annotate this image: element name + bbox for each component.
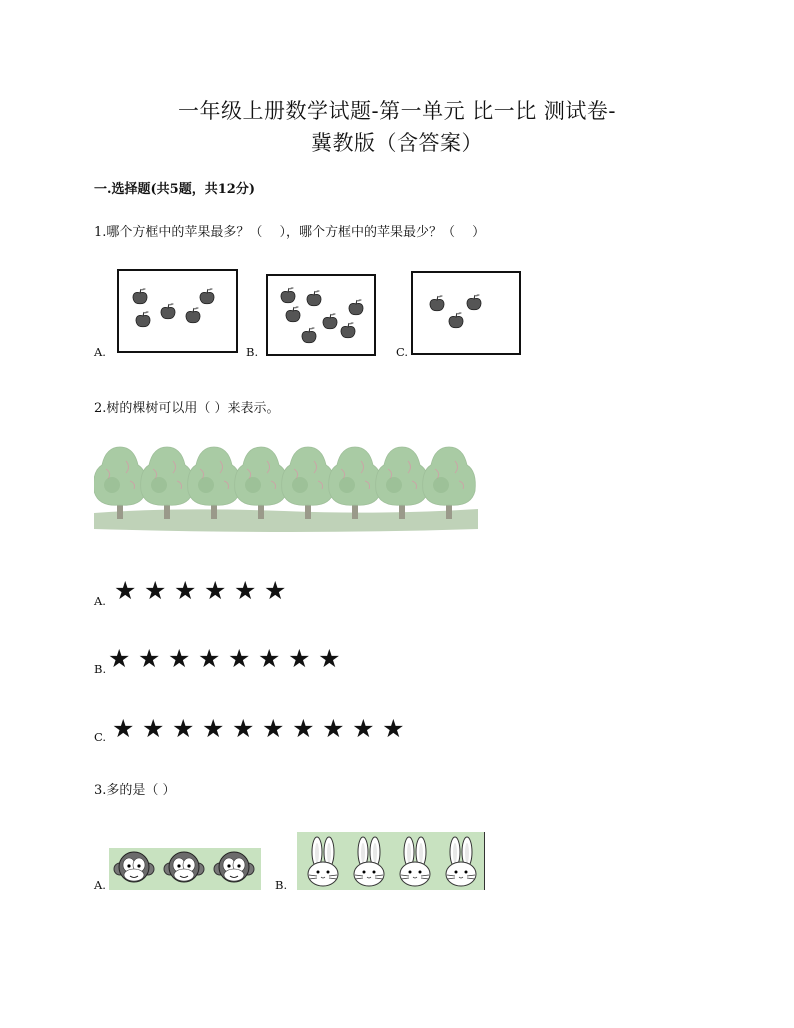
question-2-text: 2.树的棵树可以用（ ）来表示。 [94,401,280,416]
rabbits-picture [297,832,486,890]
apple-box-b [266,274,376,356]
tree [423,447,476,519]
q2-option-b-label: B. [94,662,107,676]
tree [376,447,429,519]
question-1-text: 1.哪个方框中的苹果最多？（ ），哪个方框中的苹果最少？（ ） [94,225,486,240]
tree [94,447,146,519]
monkeys-picture [109,848,261,890]
q2-option-c-stars: ★★★★★★★★★★ [112,714,413,743]
section-heading: 一.选择题(共5题，共12分) [94,182,255,197]
tree [235,447,288,519]
tree [282,447,335,519]
apple-box-a [117,269,238,353]
question-3-text: 3.多的是（ ） [94,783,176,798]
q3-option-a-label: A. [94,878,106,892]
page-subtitle: 冀教版（含答案） [311,131,483,155]
q1-option-a-label: A. [94,345,106,359]
q1-option-b-label: B. [246,345,259,359]
q2-option-a-stars: ★★★★★★ [114,576,295,605]
q2-option-a-label: A. [94,594,106,608]
apple-box-c [411,271,521,355]
q3-option-b-label: B. [275,878,288,892]
trees-picture [94,441,478,533]
q1-option-c-label: C. [396,345,409,359]
tree [188,447,241,519]
tree [329,447,382,519]
tree [141,447,194,519]
q2-option-c-label: C. [94,730,107,744]
page-title: 一年级上册数学试题-第一单元 比一比 测试卷- [177,99,617,123]
q2-option-b-stars: ★★★★★★★★ [108,644,349,673]
